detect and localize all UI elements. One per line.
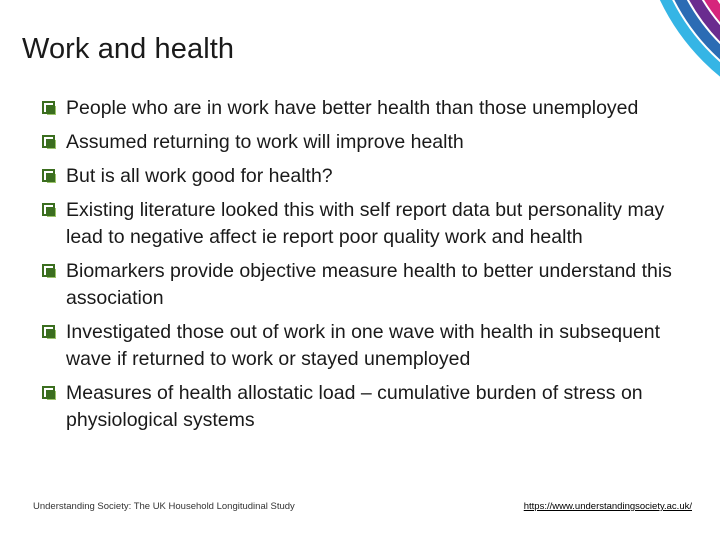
bullet-item-4 xyxy=(42,197,682,251)
bullet-text-6: Investigated those out of work in one wave with health in subsequent wave if returned to work or stayed unemployed xyxy=(66,321,661,370)
arc-stripe xyxy=(709,0,720,56)
square-bullet-icon xyxy=(42,101,55,114)
arc-stripe xyxy=(670,0,720,95)
bullet-item-6 xyxy=(42,319,682,373)
arc-stripe xyxy=(683,0,720,82)
bullet-item-2 xyxy=(42,129,682,156)
bullet-text-2: Assumed returning to work will improve health xyxy=(66,131,464,153)
bullet-item-7 xyxy=(42,380,682,434)
bullet-item-3 xyxy=(42,163,682,190)
arc-stripe xyxy=(696,0,720,69)
square-bullet-icon xyxy=(42,264,55,277)
bullet-text-1: People who are in work have better health than those unemployed xyxy=(66,97,639,119)
bullet-text-5: Biomarkers provide objective measure health to better understand this association xyxy=(66,260,672,309)
bullet-text-4: Existing literature looked this with self report data but personality may lead to negative affect ie report poor quality work and health xyxy=(66,199,665,248)
bullet-list xyxy=(42,95,682,434)
square-bullet-icon xyxy=(42,386,55,399)
square-bullet-icon xyxy=(42,203,55,216)
page-title: Work and health xyxy=(22,33,235,65)
footer-source: Understanding Society: The UK Household Longitudinal Study xyxy=(33,501,295,512)
bullet-text-7: Measures of health allostatic load – cumulative burden of stress on physiological systems xyxy=(66,382,643,431)
bullet-item-5 xyxy=(42,258,682,312)
footer-link[interactable]: https://www.understandingsociety.ac.uk/ xyxy=(523,501,692,512)
square-bullet-icon xyxy=(42,169,55,182)
square-bullet-icon xyxy=(42,135,55,148)
bullet-item-1 xyxy=(42,95,682,122)
square-bullet-icon xyxy=(42,325,55,338)
bullet-text-3: But is all work good for health? xyxy=(66,165,333,187)
arc-stripe xyxy=(657,0,720,108)
